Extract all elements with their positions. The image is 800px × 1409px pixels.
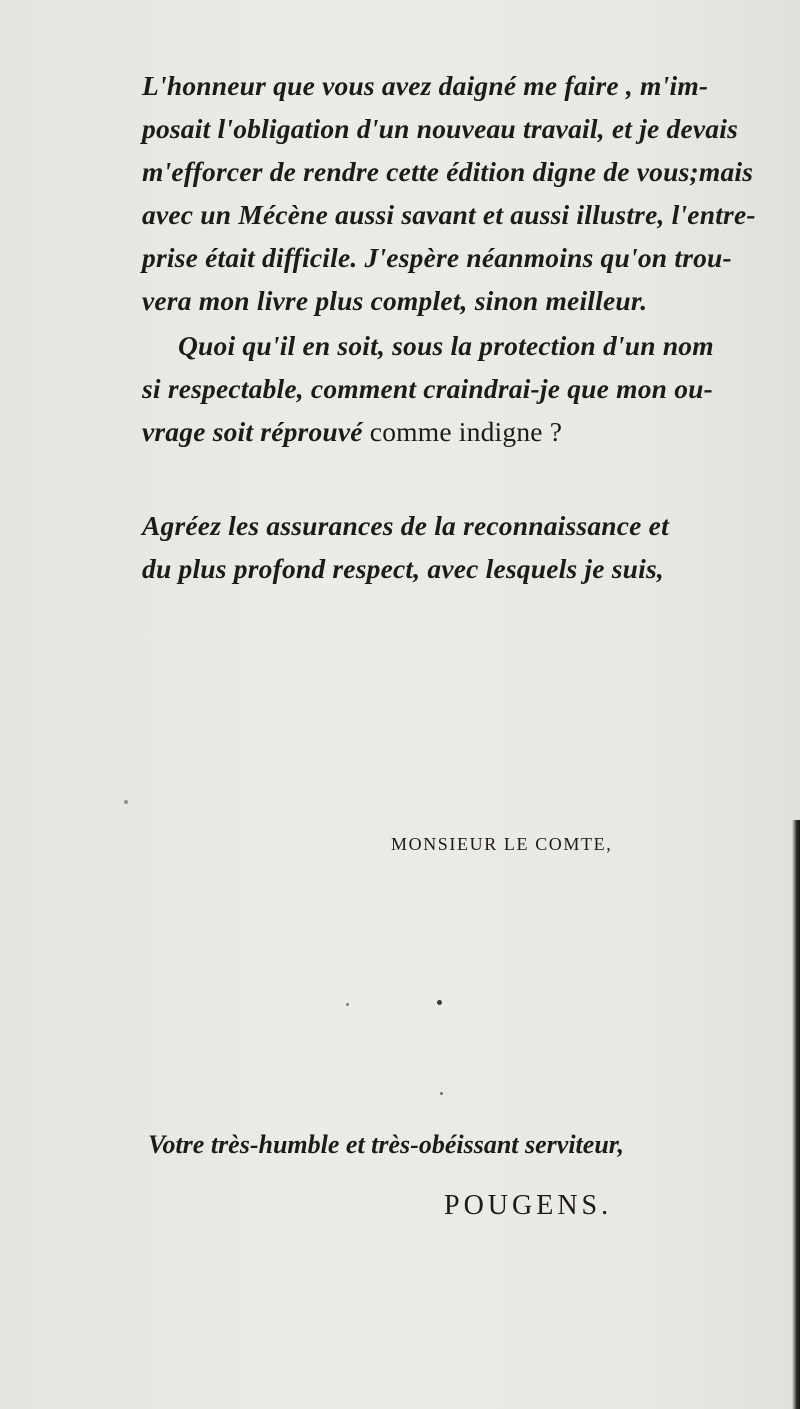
paragraph-line [142,410,792,453]
paragraph-line: posait l'obligation d'un nouveau travail, et je devais [142,113,738,144]
paragraph-1 [142,64,792,322]
italic-phrase: vrage soit réprouvé [142,416,363,447]
paragraph-line: du plus profond respect, avec lesquels je suis, [142,553,664,584]
paragraph-line: m'efforcer de rendre cette édition digne de vous;mais [142,156,754,187]
paragraph-line: vera mon livre plus complet, sinon meilleur. [142,285,648,316]
page-edge-shadow [792,820,800,1409]
ink-speck [437,1000,442,1005]
paragraph-line: L'honneur que vous avez daigné me faire , m'im- [142,70,709,101]
ink-speck [346,1003,349,1006]
roman-phrase: comme indigne ? [362,416,563,447]
paragraph-3 [142,504,792,590]
salutation: MONSIEUR LE COMTE, [391,834,613,854]
paragraph-line: si respectable, comment craindrai-je que mon ou- [142,373,714,404]
paragraph-line: avec un Mécène aussi savant et aussi illustre, l'entre- [142,199,756,230]
paragraph-2 [142,324,792,453]
ink-speck [124,800,128,804]
author-signature: POUGENS. [444,1190,613,1221]
paragraph-line: Agréez les assurances de la reconnaissance et [142,510,669,541]
paragraph-line: prise était difficile. J'espère néanmoins qu'on trou- [142,242,732,273]
ink-speck [440,1092,443,1095]
paragraph-line: Quoi qu'il en soit, sous la protection d'un nom [178,330,714,361]
signoff: Votre très-humble et très-obéissant serviteur, [148,1130,624,1159]
